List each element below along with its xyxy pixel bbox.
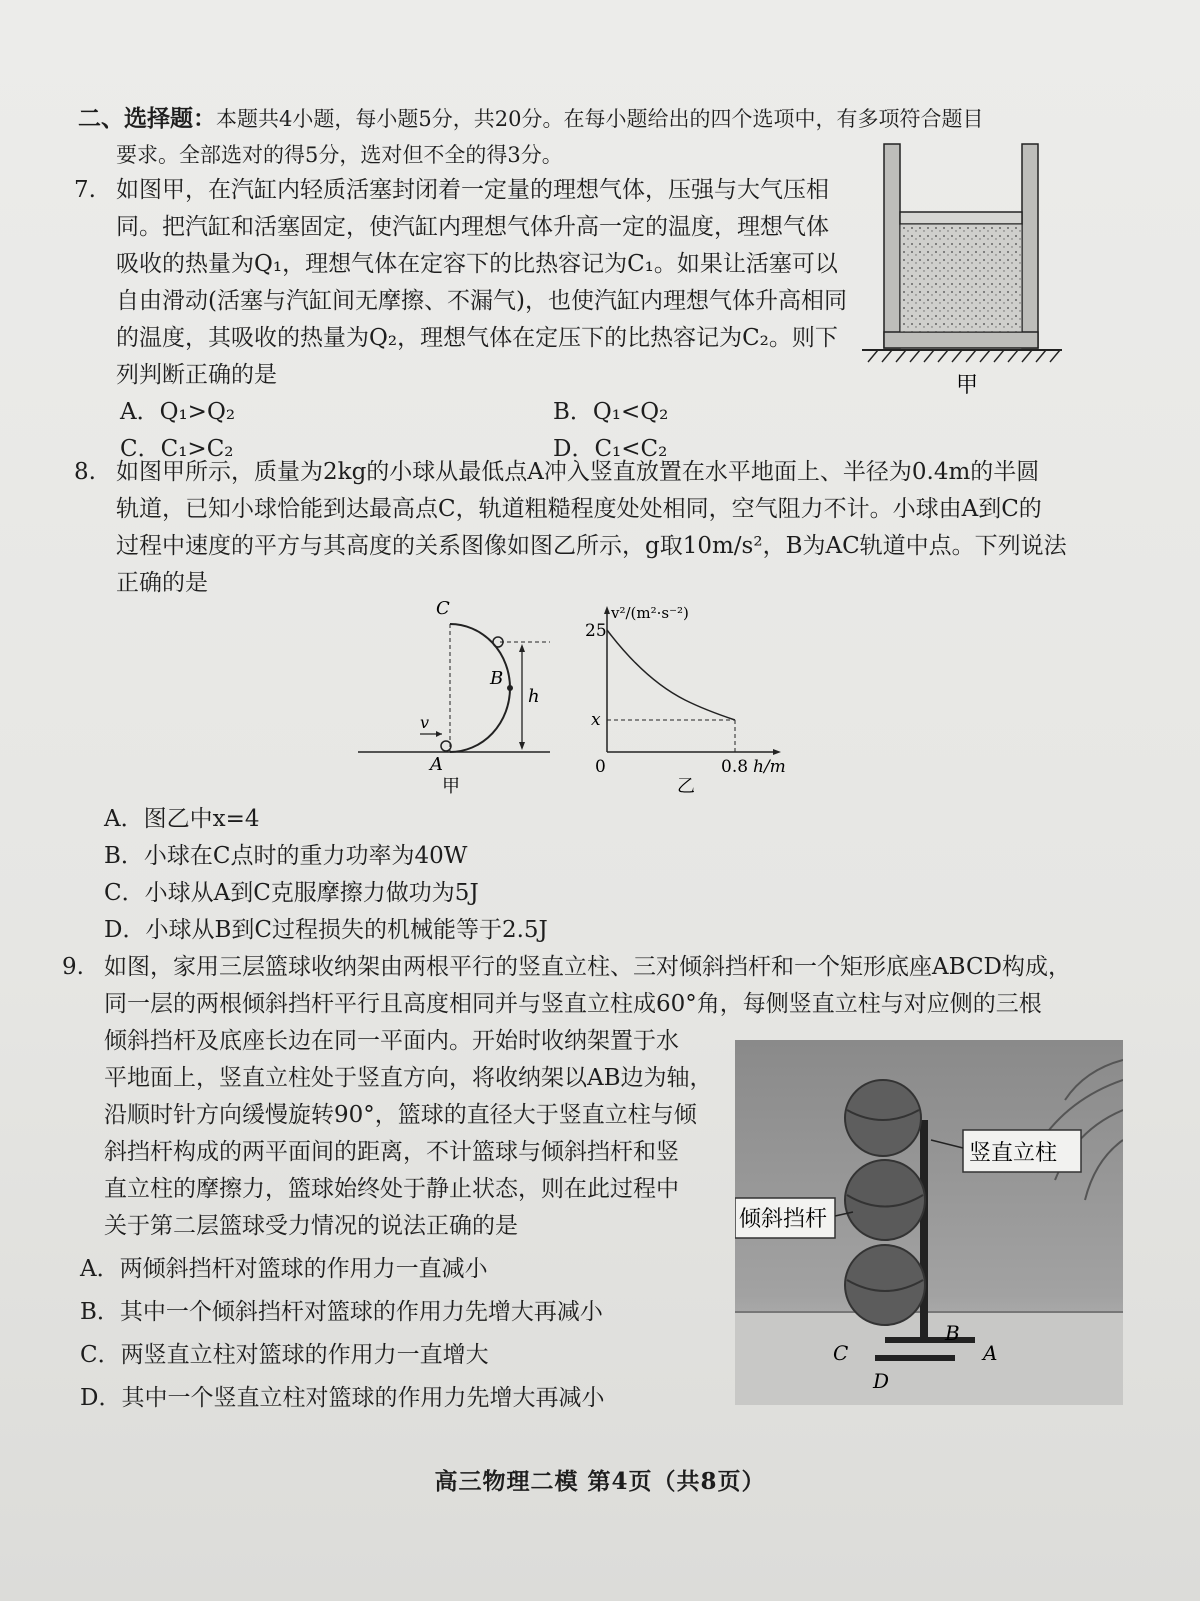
label-d: D bbox=[873, 1369, 890, 1393]
q9-line-1: 如图，家用三层篮球收纳架由两根平行的竖直立柱、三对倾斜挡杆和一个矩形底座ABCD构成， bbox=[104, 954, 1071, 980]
label-b: B bbox=[490, 668, 504, 689]
label-c: C bbox=[833, 1341, 849, 1365]
q7-figure-label: 甲 bbox=[956, 373, 979, 398]
q9-line-2: 同一层的两根倾斜挡杆平行且高度相同并与竖直立柱成60°角，每侧竖直立柱与对应侧的三根 bbox=[104, 991, 1042, 1017]
x-axis-label: h/m bbox=[753, 757, 786, 777]
q8-line-1: 如图甲所示，质量为2kg的小球从最低点A冲入竖直放置在水平地面上、半径为0.4m的半圆 bbox=[116, 459, 1040, 485]
q8-line-2: 轨道，已知小球恰能到达最高点C，轨道粗糙程度处处相同，空气阻力不计。小球由A到C的 bbox=[116, 496, 1042, 522]
q9-option-c: C．两竖直立柱对篮球的作用力一直增大 bbox=[80, 1342, 489, 1368]
q9-number: 9. bbox=[62, 954, 84, 980]
q9-line-4: 平地面上，竖直立柱处于竖直方向，将收纳架以AB边为轴， bbox=[104, 1065, 713, 1091]
q8-line-4: 正确的是 bbox=[116, 570, 208, 596]
ground-hatch bbox=[868, 350, 1060, 362]
label-v: v bbox=[420, 713, 430, 732]
label-a: A bbox=[430, 754, 443, 775]
q7-line-3: 吸收的热量为Q₁，理想气体在定容下的比热容记为C₁。如果让活塞可以 bbox=[116, 251, 838, 277]
q7-line-6: 列判断正确的是 bbox=[116, 362, 277, 388]
section-title: 二、选择题： bbox=[78, 105, 216, 132]
q7-line-2: 同。把汽缸和活塞固定，使汽缸内理想气体升高一定的温度，理想气体 bbox=[116, 214, 829, 240]
piston bbox=[900, 212, 1022, 224]
label-pillar: 竖直立柱 bbox=[969, 1141, 1058, 1166]
label-rod: 倾斜挡杆 bbox=[739, 1207, 828, 1232]
y-tick-x: x bbox=[591, 710, 601, 730]
q9-option-a: A．两倾斜挡杆对篮球的作用力一直减小 bbox=[80, 1256, 488, 1282]
q8-track-figure bbox=[350, 600, 570, 810]
basketballs bbox=[845, 1080, 925, 1325]
curve bbox=[607, 630, 735, 720]
section-header bbox=[78, 104, 983, 134]
q9-line-8: 关于第二层篮球受力情况的说法正确的是 bbox=[104, 1213, 518, 1239]
q7-line-4: 自由滑动(活塞与汽缸间无摩擦、不漏气)，也使汽缸内理想气体升高相同 bbox=[116, 288, 847, 314]
q7-option-a: A．Q₁>Q₂ bbox=[120, 399, 236, 425]
q9-basketball-rack-photo bbox=[735, 1040, 1123, 1405]
cylinder-bottom bbox=[884, 332, 1038, 348]
label-h: h bbox=[528, 686, 540, 707]
y-axis-label: v²/(m²·s⁻²) bbox=[611, 604, 689, 622]
q8-option-d: D．小球从B到C过程损失的机械能等于2.5J bbox=[104, 917, 548, 943]
q9-line-7: 直立柱的摩擦力，篮球始终处于静止状态，则在此过程中 bbox=[104, 1176, 679, 1202]
origin-label: 0 bbox=[595, 757, 606, 777]
label-a: A bbox=[983, 1341, 998, 1365]
section-desc-1: 本题共4小题，每小题5分，共20分。在每小题给出的四个选项中，有多项符合题目 bbox=[216, 107, 984, 131]
page-footer: 高三物理二模 第4页（共8页） bbox=[434, 1468, 766, 1495]
q8-fig-yi-label: 乙 bbox=[677, 776, 695, 797]
q9-line-6: 斜挡杆构成的两平面间的距离，不计篮球与倾斜挡杆和竖 bbox=[104, 1139, 679, 1165]
q9-option-b: B．其中一个倾斜挡杆对篮球的作用力先增大再减小 bbox=[80, 1299, 603, 1325]
gas bbox=[900, 224, 1022, 332]
q7-option-d: D．C₁<C₂ bbox=[553, 436, 668, 462]
x-tick-08: 0.8 bbox=[721, 757, 749, 777]
q8-fig-jia-label: 甲 bbox=[442, 776, 460, 797]
q8-graph-figure bbox=[585, 600, 800, 810]
q7-line-5: 的温度，其吸收的热量为Q₂，理想气体在定压下的比热容记为C₂。则下 bbox=[116, 325, 838, 351]
q9-option-d: D．其中一个竖直立柱对篮球的作用力先增大再减小 bbox=[80, 1385, 605, 1411]
point-b bbox=[507, 685, 513, 691]
q8-option-b: B．小球在C点时的重力功率为40W bbox=[104, 843, 468, 869]
q7-line-1: 如图甲，在汽缸内轻质活塞封闭着一定量的理想气体，压强与大气压相 bbox=[116, 177, 829, 203]
q8-line-3: 过程中速度的平方与其高度的关系图像如图乙所示，g取10m/s²，B为AC轨道中点。下列说法 bbox=[116, 533, 1067, 559]
y-tick-25: 25 bbox=[585, 621, 607, 641]
cylinder-left-wall bbox=[884, 144, 900, 348]
q8-option-c: C．小球从A到C克服摩擦力做功为5J bbox=[104, 880, 479, 906]
q9-line-3: 倾斜挡杆及底座长边在同一平面内。开始时收纳架置于水 bbox=[104, 1028, 679, 1054]
q9-line-5: 沿顺时针方向缓慢旋转90°，篮球的直径大于竖直立柱与倾 bbox=[104, 1102, 697, 1128]
section-desc-2: 要求。全部选对的得5分，选对但不全的得3分。 bbox=[116, 143, 563, 167]
q7-option-b: B．Q₁<Q₂ bbox=[553, 399, 669, 425]
q7-number: 7. bbox=[74, 177, 96, 203]
q8-number: 8. bbox=[74, 459, 96, 485]
cylinder-right-wall bbox=[1022, 144, 1038, 348]
q7-cylinder-figure bbox=[862, 138, 1072, 400]
rack-pillar bbox=[920, 1120, 928, 1342]
q8-option-a: A．图乙中x=4 bbox=[104, 806, 260, 832]
label-b: B bbox=[945, 1321, 960, 1345]
q7-option-c: C．C₁>C₂ bbox=[120, 436, 234, 462]
label-c: C bbox=[436, 600, 450, 619]
